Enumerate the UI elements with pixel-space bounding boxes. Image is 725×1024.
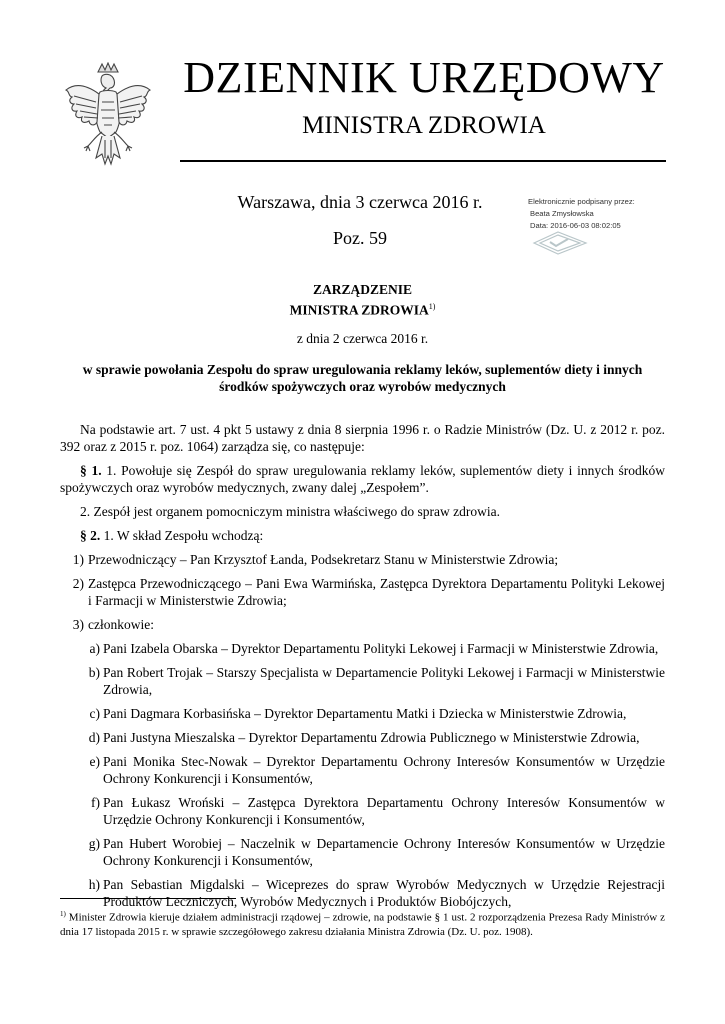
section-1-paragraph-1 [60, 462, 665, 496]
footnote [60, 907, 665, 939]
member-item [60, 835, 665, 869]
act-subject-line-1: w sprawie powołania Zespołu do spraw uregulowania reklamy leków, suplementów diety i innych [82, 362, 643, 377]
electronic-signature [528, 196, 688, 256]
member-letter: a) [89, 641, 100, 656]
list-item [60, 575, 665, 609]
member-item [60, 729, 665, 746]
member-text: Pan Robert Trojak – Starszy Specjalista w Departamencie Polityki Lekowej i Farmacji w Ministerstwie Zdrowia, [103, 665, 665, 697]
act-body [60, 421, 665, 917]
position-number: Poz. 59 [333, 228, 387, 248]
footnote-marker: 1) [60, 910, 66, 918]
member-item [60, 664, 665, 698]
signer-name: Beata Zmysłowska [530, 209, 594, 218]
member-letter: c) [89, 706, 100, 721]
item-text: Przewodniczący – Pan Krzysztof Łanda, Podsekretarz Stanu w Ministerstwie Zdrowia; [88, 552, 559, 567]
member-letter: f) [91, 795, 100, 810]
item-number: 1) [72, 552, 84, 567]
footnote-reference: 1) [428, 302, 436, 311]
member-item [60, 705, 665, 722]
act-heading [60, 281, 665, 319]
list-item [60, 551, 665, 568]
item-text: Zastępca Przewodniczącego – Pani Ewa Warmińska, Zastępca Dyrektora Departamentu Polityki Lekowej i Farmacji w Ministerstwie Zdrowia; [88, 576, 665, 608]
preamble: Na podstawie art. 7 ust. 4 pkt 5 ustawy z dnia 8 sierpnia 1996 r. o Radzie Ministrów (Dz. U. z 2012 r. poz. 392 oraz z 2015 r. poz. 1064) zarządza się, co następuje: [60, 422, 665, 454]
member-letter: e) [89, 754, 100, 769]
signature-date: Data: 2016-06-03 08:02:05 [530, 221, 621, 230]
member-text: Pani Izabela Obarska – Dyrektor Departamentu Polityki Lekowej i Farmacji w Ministerstwie Zdrowia, [103, 641, 659, 656]
member-text: Pani Dagmara Korbasińska – Dyrektor Departamentu Matki i Dziecka w Ministerstwie Zdrowia, [103, 706, 627, 721]
section-1-paragraph-2: 2. Zespół jest organem pomocniczym ministra właściwego do spraw zdrowia. [80, 504, 501, 519]
place-and-date: Warszawa, dnia 3 czerwca 2016 r. [237, 192, 483, 212]
act-date: z dnia 2 czerwca 2016 r. [296, 331, 429, 346]
list-item [60, 616, 665, 633]
member-text: Pan Łukasz Wroński – Zastępca Dyrektora Departamentu Ochrony Interesów Konsumentów w Urzędzie Ochrony Konkurencji i Konsumentów, [103, 795, 665, 827]
signature-check-icon [528, 230, 592, 256]
member-item [60, 753, 665, 787]
act-type: ZARZĄDZENIE [312, 282, 413, 297]
member-item [60, 794, 665, 828]
member-item [60, 876, 665, 910]
member-text: Pan Hubert Worobiej – Naczelnik w Departamencie Ochrony Interesów Konsumentów w Urzędzie Ochrony Konkurencji i Konsumentów, [103, 836, 665, 868]
item-number: 3) [72, 617, 84, 632]
section-2-mark: § 2. [80, 528, 101, 543]
journal-subtitle: MINISTRA ZDROWIA [302, 112, 546, 139]
member-text: Pani Justyna Mieszalska – Dyrektor Departamentu Zdrowia Publicznego w Ministerstwie Zdrowia, [103, 730, 640, 745]
act-subject-line-2: środków spożywczych oraz wyrobów medycznych [219, 379, 506, 394]
act-issuer: MINISTRA ZDROWIA [289, 302, 429, 318]
member-letter: d) [88, 730, 100, 745]
act-issuer-line [60, 298, 665, 319]
member-letter: g) [88, 836, 100, 851]
item-number: 2) [72, 576, 84, 591]
footnote-divider [60, 898, 236, 899]
act-subject [60, 361, 665, 395]
member-text: Pan Sebastian Migdalski – Wiceprezes do spraw Wyrobów Medycznych w Urzędzie Rejestracji Produktów Leczniczych, Wyrobów Medycznych i Produktów Biobójczych, [103, 877, 665, 909]
section-2-paragraph-1 [60, 527, 665, 544]
section-2-text: 1. W skład Zespołu wchodzą: [103, 528, 264, 543]
journal-title: DZIENNIK URZĘDOWY [183, 53, 665, 102]
header-divider [180, 160, 666, 162]
member-item [60, 640, 665, 657]
member-letter: h) [88, 877, 100, 892]
member-text: Pani Monika Stec-Nowak – Dyrektor Departamentu Ochrony Interesów Konsumentów w Urzędzie Ochrony Konkurencji i Konsumentów, [103, 754, 665, 786]
item-text: członkowie: [88, 617, 154, 632]
section-1-mark: § 1. [80, 463, 102, 478]
member-letter: b) [88, 665, 100, 680]
footnote-text: Minister Zdrowia kieruje działem administracji rządowej – zdrowie, na podstawie § 1 ust. 2 rozporządzenia Prezesa Rady Ministrów z dnia 17 listopada 2015 r. w sprawie szczegółowego zakresu działania Ministra Zdrowia (Dz. U. poz. 1908). [60, 911, 665, 938]
signature-label: Elektronicznie podpisany przez: [528, 197, 635, 206]
eagle-emblem-icon [62, 62, 154, 168]
section-1-text: 1. Powołuje się Zespół do spraw uregulowania reklamy leków, suplementów diety i innych środków spożywczych oraz wyrobów medycznych, zwany dalej „Zespołem”. [60, 463, 666, 495]
